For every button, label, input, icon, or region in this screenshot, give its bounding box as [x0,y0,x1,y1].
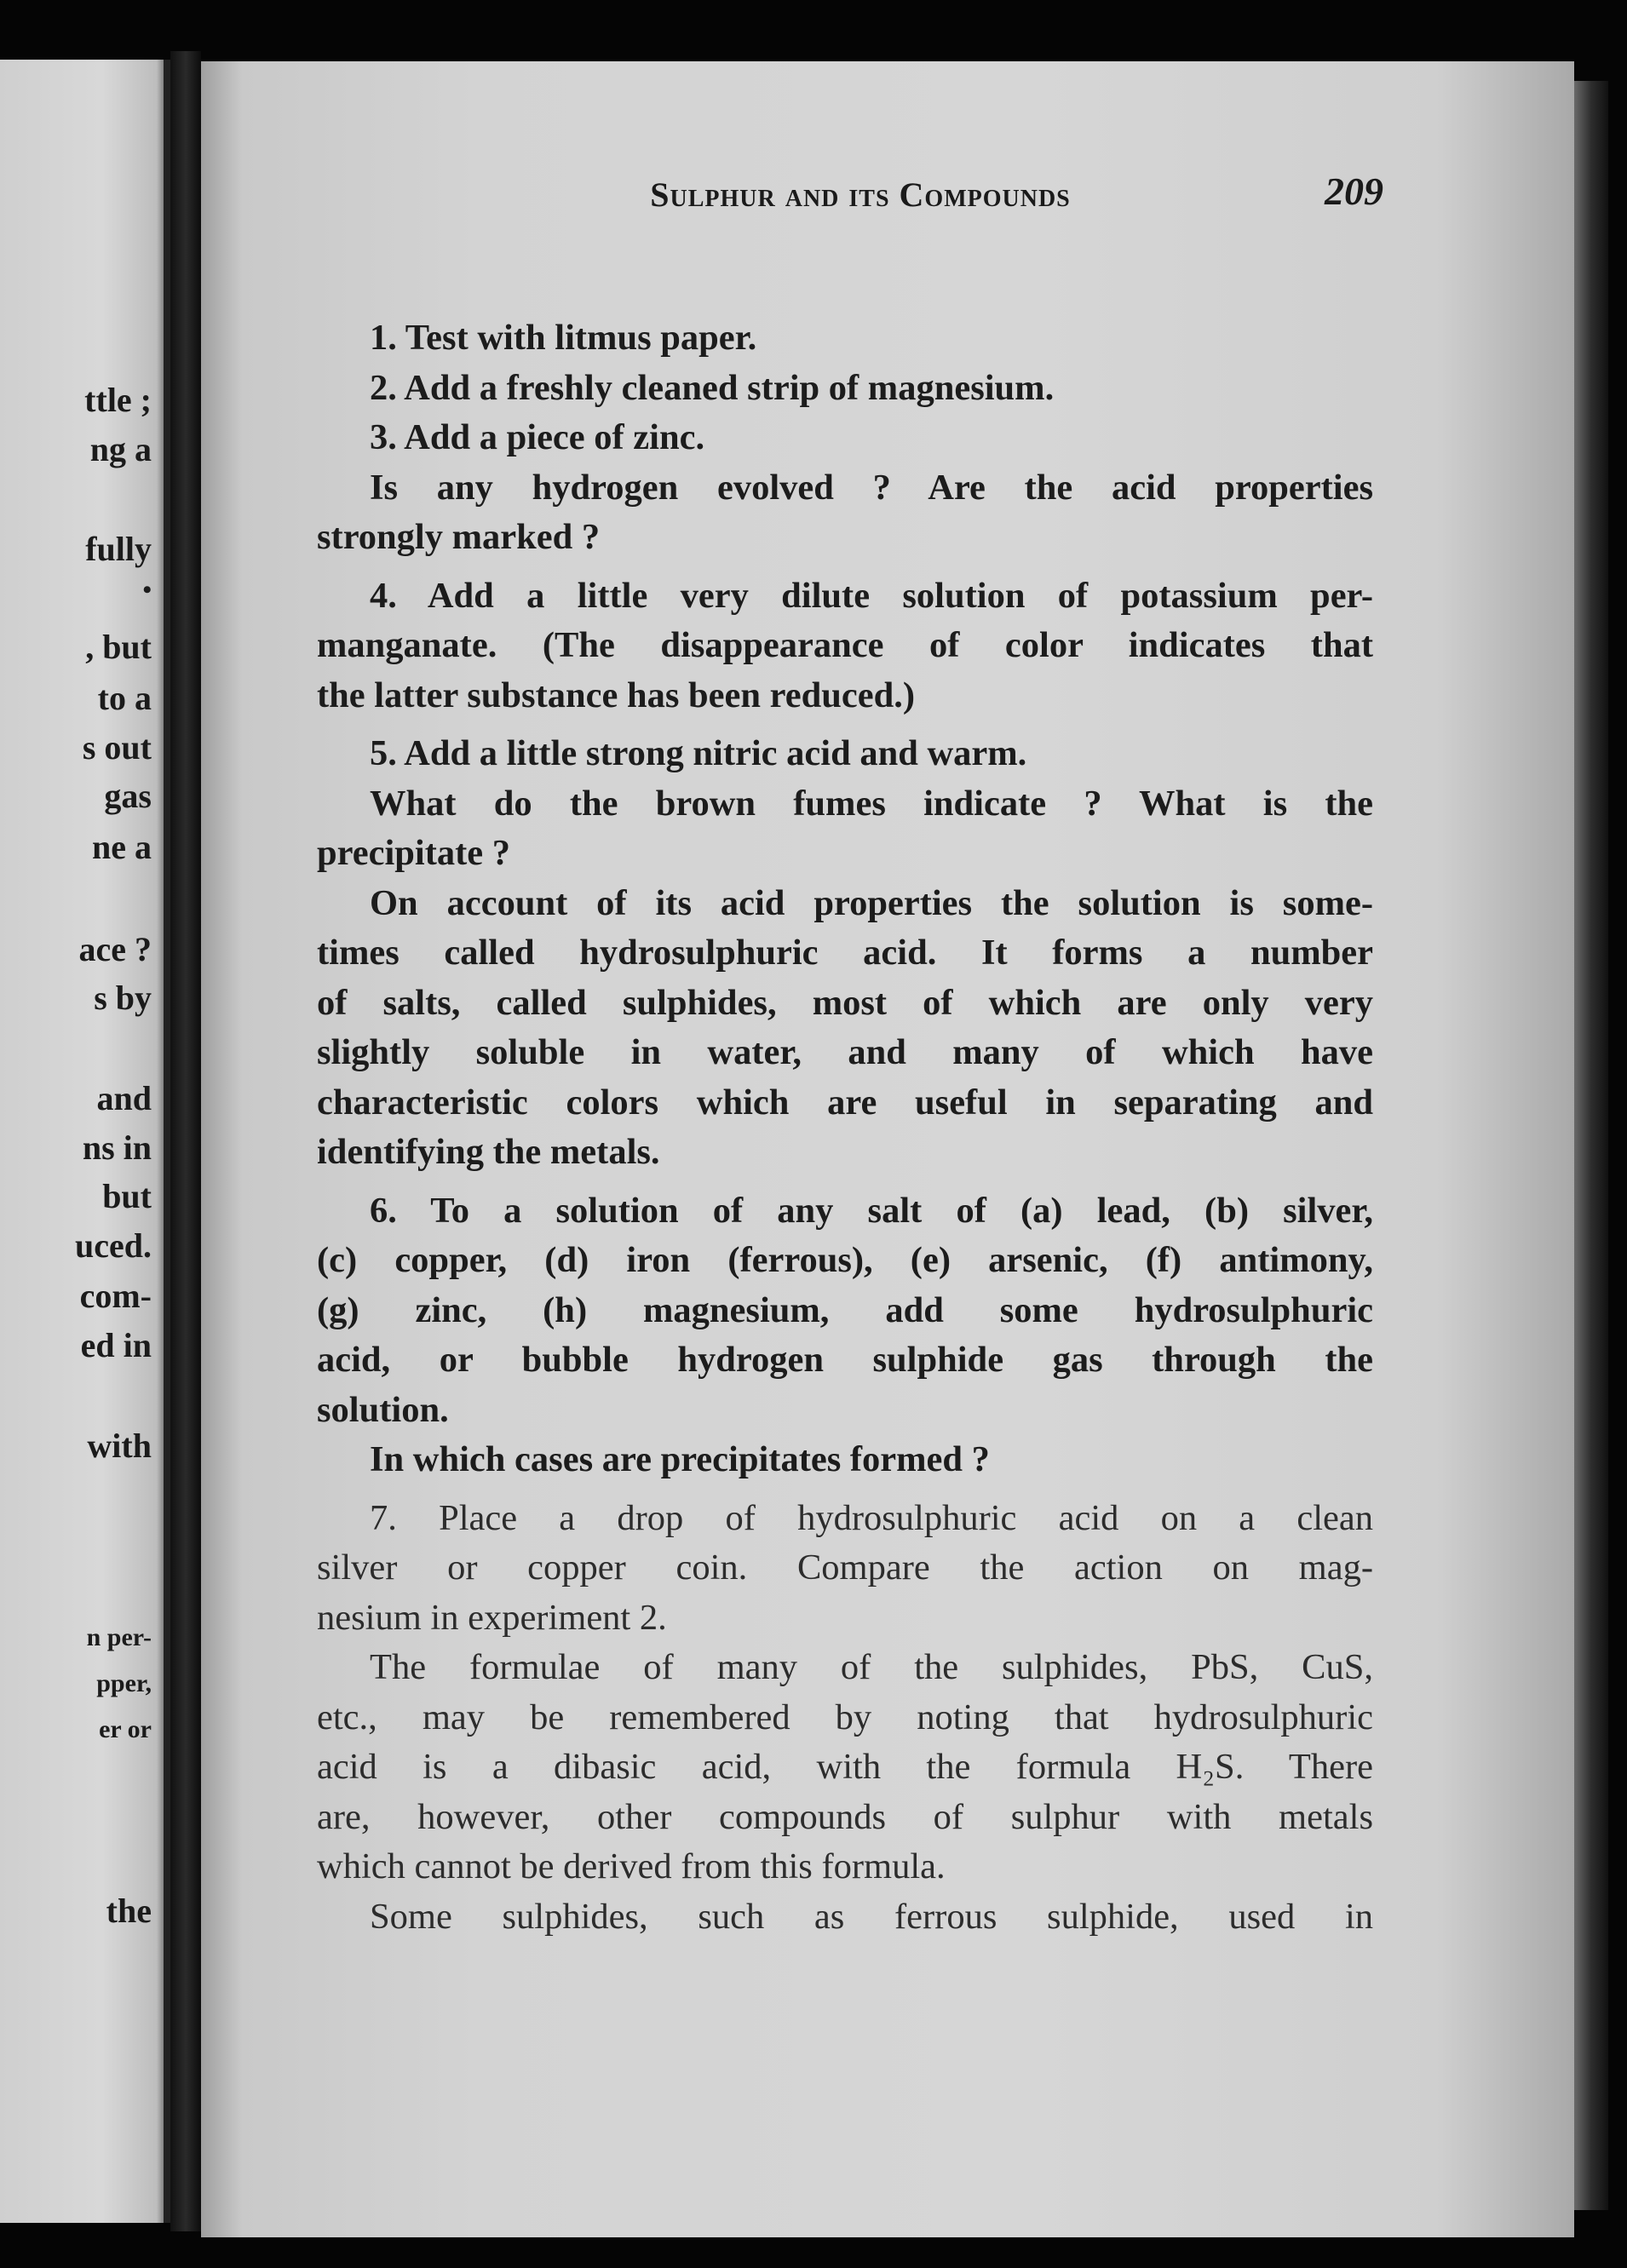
text-line: the latter substance has been reduced.) [317,675,916,715]
facing-page-fragment: to a [97,679,152,717]
text-line: silver or copper coin. Compare the action on mag- [317,1547,1373,1588]
text-line: 2. Add a freshly cleaned strip of magnesium. [370,367,1055,408]
text-line: 3. Add a piece of zinc. [370,417,705,457]
text-line: manganate. (The disappearance of color indicates that [317,625,1373,665]
facing-page-fragment: gas [104,777,152,815]
text-line: are, however, other compounds of sulphur with metals [317,1796,1373,1837]
facing-page-fragment: but [102,1177,152,1215]
text-line: strongly marked ? [317,517,601,557]
facing-page-fragment: ng a [89,430,152,468]
text-line: (c) copper, (d) iron (ferrous), (e) arsenic, (f) antimony, [317,1240,1373,1280]
page-number: 209 [1325,169,1383,213]
text-line: 4. Add a little very dilute solution of potassium per- [370,575,1373,616]
facing-page-fragment: ne a [92,828,152,866]
facing-page-fragment: fully [85,530,152,568]
text-line: acid is a dibasic acid, with the formula H₂S. There [317,1747,1373,1787]
paragraph-gap [317,1485,1373,1494]
text-line: identifying the metals. [317,1132,660,1172]
facing-page-fragment: the [106,1892,152,1930]
text-line: precipitate ? [317,833,511,873]
facing-page-fragment: er or [99,1715,152,1743]
facing-page-fragment: s by [94,979,152,1017]
text-line: Some sulphides, such as ferrous sulphide, used in [370,1896,1373,1937]
text-line: solution. [317,1389,449,1430]
paragraph-gap [317,721,1373,729]
text-line: 5. Add a little strong nitric acid and warm. [370,733,1027,773]
text-line: etc., may be remembered by noting that hydrosulphuric [317,1697,1373,1737]
text-line: What do the brown fumes indicate ? What is the [370,783,1373,824]
facing-page-fragment: • [142,576,152,604]
page-edge [1574,81,1608,2210]
facing-page-edge [164,60,170,2223]
text-line: of salts, called sulphides, most of which are only very [317,982,1373,1023]
paragraph-gap [317,1178,1373,1186]
text-line: 1. Test with litmus paper. [370,318,757,358]
book-gutter [170,51,201,2231]
facing-page-fragment: and [96,1079,152,1117]
facing-page-fragment: n per- [86,1623,152,1651]
facing-page-fragment: ns in [82,1128,152,1167]
text-line: which cannot be derived from this formula. [317,1846,946,1886]
text-line: 6. To a solution of any salt of (a) lead, (b) silver, [370,1190,1373,1231]
facing-page-fragment: uced. [75,1226,152,1265]
facing-page-fragment: pper, [96,1669,152,1697]
paragraph-gap [317,563,1373,571]
text-line: slightly soluble in water, and many of which have [317,1032,1373,1072]
facing-page [0,60,170,2223]
facing-page-fragment: s out [82,728,152,767]
text-line: (g) zinc, (h) magnesium, add some hydrosulphuric [317,1289,1373,1330]
text-line: acid, or bubble hydrogen sulphide gas through the [317,1340,1373,1380]
facing-page-fragment: , but [85,628,152,666]
text-line: 7. Place a drop of hydrosulphuric acid on a clean [370,1497,1373,1538]
facing-page-fragment: ed in [80,1326,152,1364]
text-line: On account of its acid properties the solution is some- [370,882,1373,923]
facing-page-fragment: com- [79,1277,152,1315]
text-line: Is any hydrogen evolved ? Are the acid properties [370,467,1373,508]
text-line: nesium in experiment 2. [317,1597,667,1638]
facing-page-fragment: ttle ; [84,381,152,419]
text-line: characteristic colors which are useful in separating and [317,1082,1373,1123]
text-line: times called hydrosulphuric acid. It forms a number [317,933,1373,973]
page-body [317,313,1373,1942]
text-line: The formulae of many of the sulphides, PbS, CuS, [370,1647,1373,1687]
running-head: Sulphur and its Compounds [650,175,1071,214]
text-line: In which cases are precipitates formed ? [370,1439,990,1479]
facing-page-fragment: with [87,1427,152,1465]
facing-page-fragment: ace ? [78,930,152,968]
